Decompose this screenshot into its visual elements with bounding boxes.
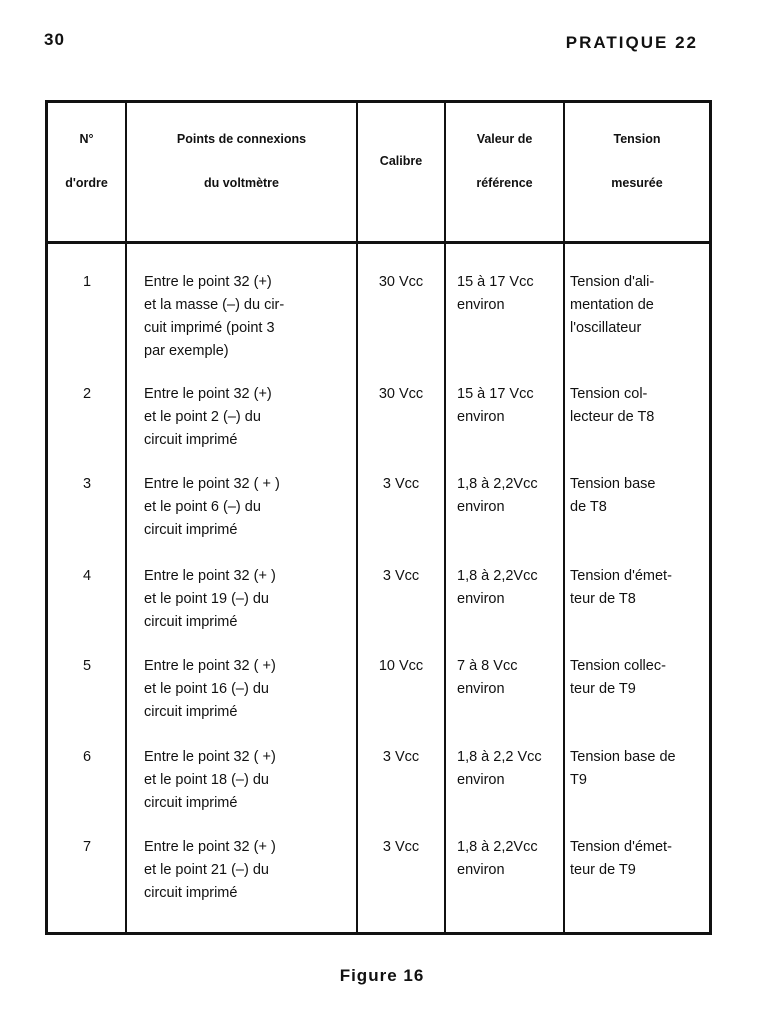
cell-calibre: 3 Vcc [382,749,420,765]
header-cell-tension [565,103,709,241]
cell-calibre: 3 Vcc [382,476,420,492]
cell-calibre: 30 Vcc [378,274,424,290]
cell-calibre: 3 Vcc [382,568,420,584]
cell-points: Entre le point 32 ( +) et le point 18 (–) du circuit imprimé [144,749,276,811]
cell-reference: 1,8 à 2,2 Vcc environ [457,749,542,788]
cell-no: 4 [82,568,92,584]
cell-points: Entre le point 32 (+ ) et le point 21 (–) du circuit imprimé [144,839,276,901]
header-points-line1: Points de connexions [176,132,307,146]
header-divider [48,241,709,244]
cell-tension: Tension base de T9 [570,749,676,788]
cell-tension: Tension d'émet- teur de T9 [570,839,672,878]
header-tension-line1: Tension [613,132,661,146]
figure-caption: Figure 16 [339,966,425,985]
cell-no: 7 [82,839,92,855]
cell-calibre: 30 Vcc [378,386,424,402]
header-cell-reference [446,103,563,241]
page-number: 30 [44,30,65,49]
header-tension-line2: mesurée [611,176,663,190]
cell-points: Entre le point 32 (+ ) et le point 19 (–) du circuit imprimé [144,568,276,630]
cell-reference: 1,8 à 2,2Vcc environ [457,568,538,607]
cell-no: 3 [82,476,92,492]
header-cell-points [127,103,356,241]
cell-no: 2 [82,386,92,402]
cell-calibre: 10 Vcc [378,658,424,674]
cell-reference: 1,8 à 2,2Vcc environ [457,839,538,878]
header-no-line2: d'ordre [65,176,108,190]
cell-tension: Tension d'ali- mentation de l'oscillateur [570,274,655,336]
cell-points: Entre le point 32 (+) et le point 2 (–) du circuit imprimé [144,386,272,448]
measurement-table [45,100,712,935]
cell-tension: Tension base de T8 [570,476,656,515]
header-cell-calibre [358,103,444,241]
cell-no: 5 [82,658,92,674]
cell-no: 6 [82,749,92,765]
cell-reference: 1,8 à 2,2Vcc environ [457,476,538,515]
header-cell-no [48,103,125,241]
cell-reference: 15 à 17 Vcc environ [457,386,534,425]
cell-reference: 15 à 17 Vcc environ [457,274,534,313]
running-head: PRATIQUE 22 [565,33,698,52]
cell-reference: 7 à 8 Vcc environ [457,658,518,697]
header-no-line1: N° [79,132,94,146]
header-reference-line1: Valeur de [476,132,533,146]
cell-tension: Tension collec- teur de T9 [570,658,666,697]
header-calibre: Calibre [379,154,423,168]
cell-tension: Tension col- lecteur de T8 [570,386,655,425]
cell-points: Entre le point 32 ( + ) et le point 6 (–) du circuit imprimé [144,476,280,538]
cell-points: Entre le point 32 (+) et la masse (–) du cir- cuit imprimé (point 3 par exemple) [144,274,285,359]
cell-tension: Tension d'émet- teur de T8 [570,568,672,607]
header-reference-line2: référence [476,176,533,190]
cell-calibre: 3 Vcc [382,839,420,855]
cell-no: 1 [82,274,92,290]
header-points-line2: du voltmètre [203,176,279,190]
cell-points: Entre le point 32 ( +) et le point 16 (–) du circuit imprimé [144,658,276,720]
